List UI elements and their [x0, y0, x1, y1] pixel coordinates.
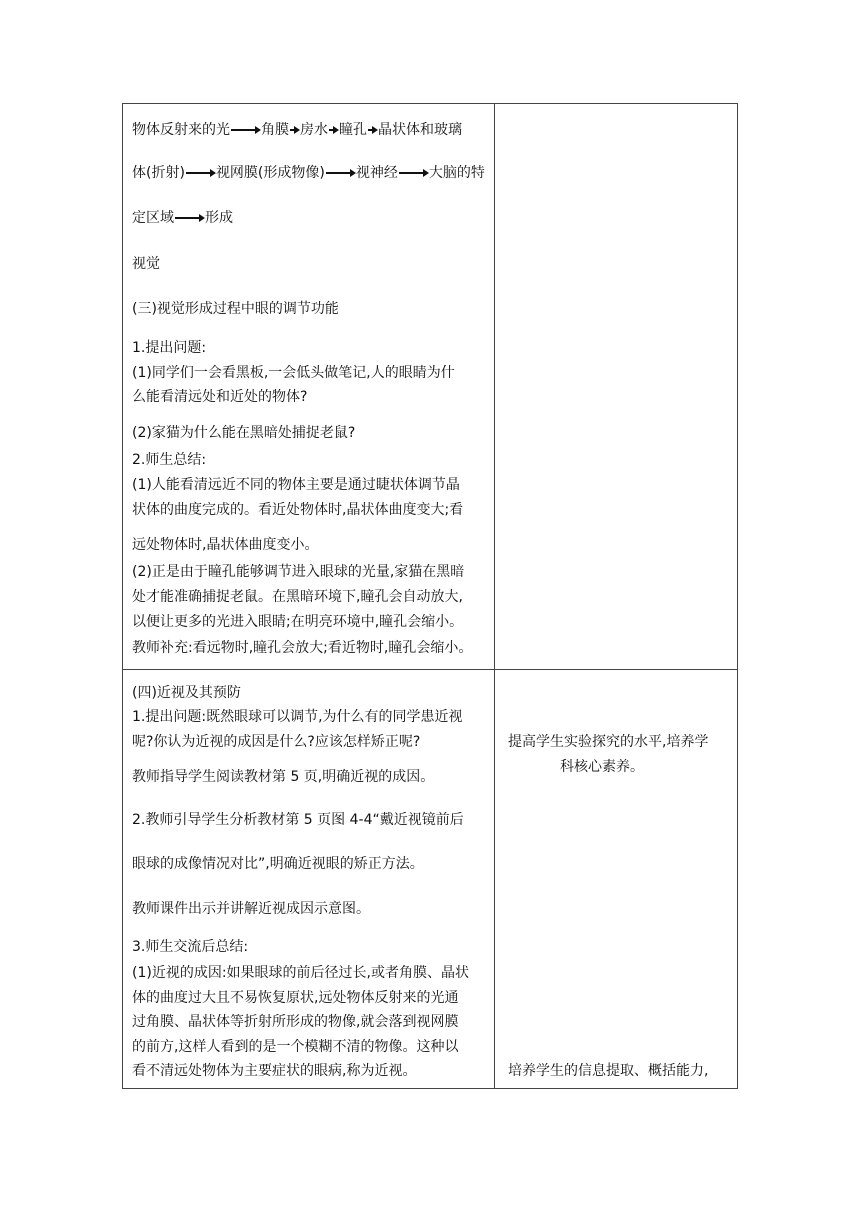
question-text: 1.提出问题:既然眼球可以调节,为什么有的同学患近视	[132, 709, 463, 725]
flow-text: 体(折射)	[132, 165, 185, 181]
goal-text: 科核心素养。	[560, 759, 644, 775]
cause-text: 看不清远处物体为主要症状的眼病,称为近视。	[132, 1063, 417, 1079]
cause-text: 过角膜、晶状体等折射所形成的物像,就会落到视网膜	[132, 1014, 459, 1030]
flow-text: 定区域	[132, 210, 174, 226]
table-border-right	[737, 103, 738, 1089]
summary-text: 以便让更多的光进入眼睛;在明亮环境中,瞳孔会缩小。	[132, 614, 464, 630]
courseware-text: 教师课件出示并讲解近视成因示意图。	[132, 901, 370, 917]
table-border-bottom	[122, 1088, 738, 1089]
table-border-left	[122, 103, 123, 1089]
flow-line-3	[132, 208, 233, 228]
summary-text: 状体的曲度完成的。看近处物体时,晶状体曲度变大;看	[132, 502, 464, 518]
arrow-icon	[329, 129, 337, 131]
summary-text: 处才能准确捕捉老鼠。在黑暗环境下,瞳孔会自动放大,	[132, 589, 463, 605]
analyze-text: 2.教师引导学生分析教材第 5 页图 4-4“戴近视镜前后	[132, 812, 464, 828]
flow-line-2	[132, 163, 485, 183]
section-heading: (三)视觉形成过程中眼的调节功能	[132, 301, 339, 317]
table-row-divider	[122, 669, 738, 670]
summary-title: 3.师生交流后总结:	[132, 939, 249, 955]
question-text: 么能看清远处和近处的物体?	[132, 389, 308, 405]
flow-text: 晶状体和玻璃	[378, 122, 462, 138]
section-heading: (四)近视及其预防	[132, 685, 241, 701]
cause-text: 的前方,这样人看到的是一个模糊不清的物像。这种以	[132, 1039, 459, 1055]
flow-text: 瞳孔	[339, 122, 367, 138]
arrow-icon	[231, 129, 259, 131]
flow-line-4: 视觉	[132, 256, 160, 272]
analyze-text: 眼球的成像情况对比”,明确近视眼的矫正方法。	[132, 856, 424, 872]
arrow-icon	[290, 129, 298, 131]
arrow-icon	[175, 217, 203, 219]
arrow-icon	[368, 129, 376, 131]
cause-text: 体的曲度过大且不易恢复原状,远处物体反射来的光通	[132, 990, 459, 1006]
flow-text: 物体反射来的光	[132, 122, 230, 138]
flow-line-1	[132, 120, 462, 140]
guide-text: 教师指导学生阅读教材第 5 页,明确近视的成因。	[132, 769, 435, 785]
question-text: 呢?你认为近视的成因是什么?应该怎样矫正呢?	[132, 734, 421, 750]
arrow-icon	[326, 172, 354, 174]
flow-text: 形成	[205, 210, 233, 226]
goal-text: 提高学生实验探究的水平,培养学	[508, 734, 709, 750]
arrow-icon	[399, 172, 427, 174]
flow-text: 视网膜(形成物像)	[215, 165, 325, 181]
summary-text: 远处物体时,晶状体曲度变小。	[132, 537, 319, 553]
summary-title: 2.师生总结:	[132, 452, 207, 468]
flow-text: 房水	[300, 122, 328, 138]
flow-text: 大脑的特	[428, 165, 485, 181]
row1-right-cell	[495, 104, 737, 669]
summary-text: (1)人能看清远近不同的物体主要是通过睫状体调节晶	[132, 477, 460, 493]
question-text: (1)同学们一会看黑板,一会低头做笔记,人的眼睛为什	[132, 365, 455, 381]
flow-text: 角膜	[261, 122, 289, 138]
cause-text: (1)近视的成因:如果眼球的前后径过长,或者角膜、晶状	[132, 965, 469, 981]
lesson-table	[122, 103, 738, 1089]
teacher-supplement: 教师补充:看远物时,瞳孔会放大;看近物时,瞳孔会缩小。	[132, 640, 473, 656]
flow-text: 视神经	[355, 165, 398, 181]
question-title: 1.提出问题:	[132, 340, 207, 356]
question-text: (2)家猫为什么能在黑暗处捕捉老鼠?	[132, 425, 356, 441]
arrow-icon	[186, 172, 214, 174]
summary-text: (2)正是由于瞳孔能够调节进入眼球的光量,家猫在黑暗	[132, 564, 465, 580]
goal-text: 培养学生的信息提取、概括能力,	[508, 1063, 709, 1079]
